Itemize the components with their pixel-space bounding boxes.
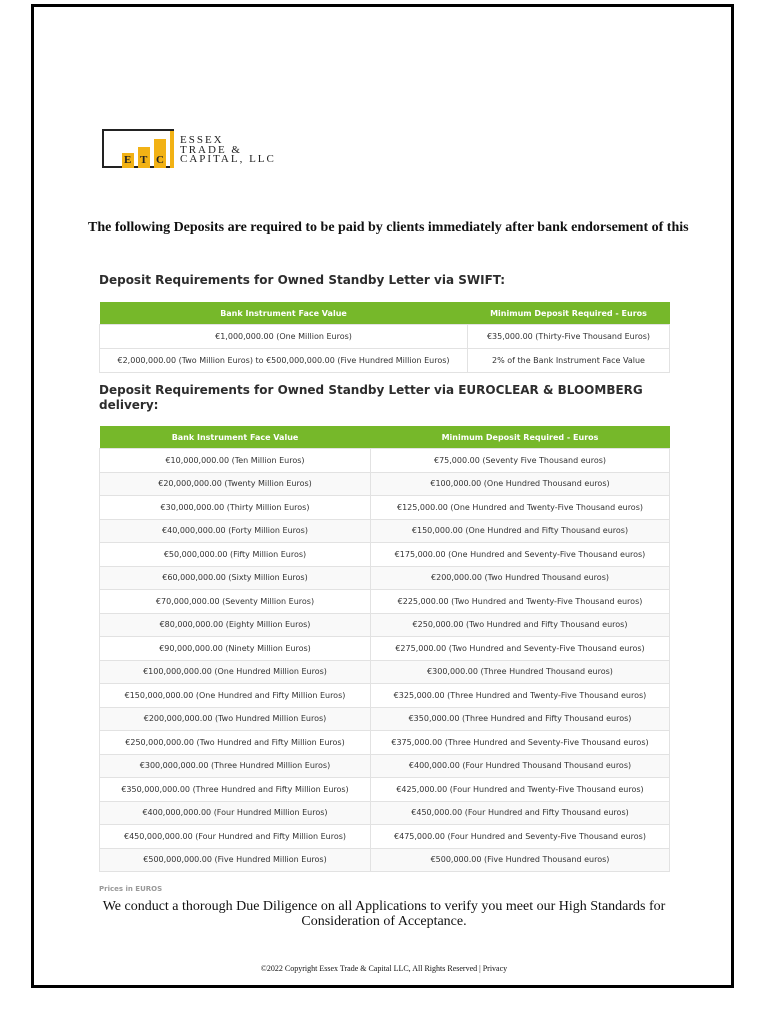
- table-cell: €225,000.00 (Two Hundred and Twenty-Five Thousand euros): [371, 590, 670, 614]
- table-cell: €90,000,000.00 (Ninety Million Euros): [100, 637, 371, 661]
- table-cell: €150,000.00 (One Hundred and Fifty Thousand euros): [371, 519, 670, 543]
- table-cell: €50,000,000.00 (Fifty Million Euros): [100, 543, 371, 567]
- table-cell: €450,000,000.00 (Four Hundred and Fifty Million Euros): [100, 825, 371, 849]
- table-row: [100, 637, 670, 661]
- table-cell: €350,000.00 (Three Hundred and Fifty Thousand euros): [371, 707, 670, 731]
- prices-note: Prices in EUROS: [99, 885, 163, 893]
- table-row: [100, 449, 670, 473]
- table-cell: 2% of the Bank Instrument Face Value: [468, 349, 670, 373]
- table-cell: €450,000.00 (Four Hundred and Fifty Thousand euros): [371, 801, 670, 825]
- table-cell: €35,000.00 (Thirty-Five Thousand Euros): [468, 325, 670, 349]
- table-cell: €80,000,000.00 (Eighty Million Euros): [100, 613, 371, 637]
- table-cell: €100,000.00 (One Hundred Thousand euros): [371, 472, 670, 496]
- table-row: [100, 684, 670, 708]
- table-cell: €1,000,000.00 (One Million Euros): [100, 325, 468, 349]
- table-cell: €300,000.00 (Three Hundred Thousand euros): [371, 660, 670, 684]
- table-row: [100, 848, 670, 872]
- intro-text: The following Deposits are required to be paid by clients immediately after bank endorsement of this: [88, 220, 689, 235]
- column-header: Minimum Deposit Required - Euros: [371, 426, 670, 449]
- table-row: [100, 801, 670, 825]
- table-row: [100, 660, 670, 684]
- table-cell: €375,000.00 (Three Hundred and Seventy-Five Thousand euros): [371, 731, 670, 755]
- column-header: Bank Instrument Face Value: [100, 302, 468, 325]
- table-row: [100, 566, 670, 590]
- column-header: Minimum Deposit Required - Euros: [468, 302, 670, 325]
- table-cell: €425,000.00 (Four Hundred and Twenty-Five Thousand euros): [371, 778, 670, 802]
- footer-copyright: ©2022 Copyright Essex Trade & Capital LLC, All Rights Reserved | Privacy: [260, 964, 508, 973]
- logo-letter: E: [124, 154, 132, 166]
- euroclear-deposit-table: [99, 426, 670, 872]
- table-row: [100, 496, 670, 520]
- table-cell: €40,000,000.00 (Forty Million Euros): [100, 519, 371, 543]
- logo-letter: T: [140, 154, 148, 166]
- table-row: [100, 731, 670, 755]
- table-cell: €500,000.00 (Five Hundred Thousand euros): [371, 848, 670, 872]
- table-cell: €30,000,000.00 (Thirty Million Euros): [100, 496, 371, 520]
- logo-name-line: ESSEX: [180, 134, 224, 146]
- table-cell: €125,000.00 (One Hundred and Twenty-Five Thousand euros): [371, 496, 670, 520]
- table-cell: €400,000.00 (Four Hundred Thousand Thousand euros): [371, 754, 670, 778]
- column-header: Bank Instrument Face Value: [100, 426, 371, 449]
- table-row: [100, 325, 670, 349]
- section1-title: Deposit Requirements for Owned Standby Letter via SWIFT:: [99, 273, 506, 287]
- table-cell: €275,000.00 (Two Hundred and Seventy-Five Thousand euros): [371, 637, 670, 661]
- table-row: [100, 543, 670, 567]
- table-cell: €2,000,000.00 (Two Million Euros) to €500,000,000.00 (Five Hundred Million Euros): [100, 349, 468, 373]
- table-cell: €250,000.00 (Two Hundred and Fifty Thousand euros): [371, 613, 670, 637]
- table-header-row: [100, 302, 670, 325]
- table-cell: €175,000.00 (One Hundred and Seventy-Five Thousand euros): [371, 543, 670, 567]
- table-row: [100, 590, 670, 614]
- table-cell: €70,000,000.00 (Seventy Million Euros): [100, 590, 371, 614]
- table-cell: €100,000,000.00 (One Hundred Million Euros): [100, 660, 371, 684]
- table-cell: €400,000,000.00 (Four Hundred Million Euros): [100, 801, 371, 825]
- table-row: [100, 754, 670, 778]
- table-cell: €250,000,000.00 (Two Hundred and Fifty Million Euros): [100, 731, 371, 755]
- table-cell: €150,000,000.00 (One Hundred and Fifty Million Euros): [100, 684, 371, 708]
- table-cell: €325,000.00 (Three Hundred and Twenty-Five Thousand euros): [371, 684, 670, 708]
- logo-bar: [170, 131, 174, 168]
- table-row: [100, 613, 670, 637]
- table-row: [100, 707, 670, 731]
- logo-company-name: [180, 136, 276, 165]
- table-row: [100, 778, 670, 802]
- table-cell: €10,000,000.00 (Ten Million Euros): [100, 449, 371, 473]
- table-row: [100, 349, 670, 373]
- table-cell: €200,000,000.00 (Two Hundred Million Euros): [100, 707, 371, 731]
- logo-letter: C: [156, 154, 164, 166]
- table-cell: €20,000,000.00 (Twenty Million Euros): [100, 472, 371, 496]
- table-header-row: [100, 426, 670, 449]
- due-diligence-text: We conduct a thorough Due Diligence on all Applications to verify you meet our High Standards for Consideration of Acceptance.: [102, 899, 666, 929]
- table-row: [100, 519, 670, 543]
- table-cell: €500,000,000.00 (Five Hundred Million Euros): [100, 848, 371, 872]
- company-logo: [102, 129, 332, 174]
- logo-name-line: TRADE &: [180, 143, 242, 156]
- table-cell: €200,000.00 (Two Hundred Thousand euros): [371, 566, 670, 590]
- table-row: [100, 825, 670, 849]
- section2-title: Deposit Requirements for Owned Standby Letter via EUROCLEAR & BLOOMBERG delivery:: [99, 383, 643, 412]
- swift-deposit-table: [99, 302, 670, 373]
- logo-name-line: CAPITAL, LLC: [180, 153, 276, 165]
- table-row: [100, 472, 670, 496]
- table-cell: €60,000,000.00 (Sixty Million Euros): [100, 566, 371, 590]
- table-cell: €75,000.00 (Seventy Five Thousand euros): [371, 449, 670, 473]
- table-cell: €300,000,000.00 (Three Hundred Million Euros): [100, 754, 371, 778]
- table-cell: €475,000.00 (Four Hundred and Seventy-Five Thousand euros): [371, 825, 670, 849]
- table-cell: €350,000,000.00 (Three Hundred and Fifty Million Euros): [100, 778, 371, 802]
